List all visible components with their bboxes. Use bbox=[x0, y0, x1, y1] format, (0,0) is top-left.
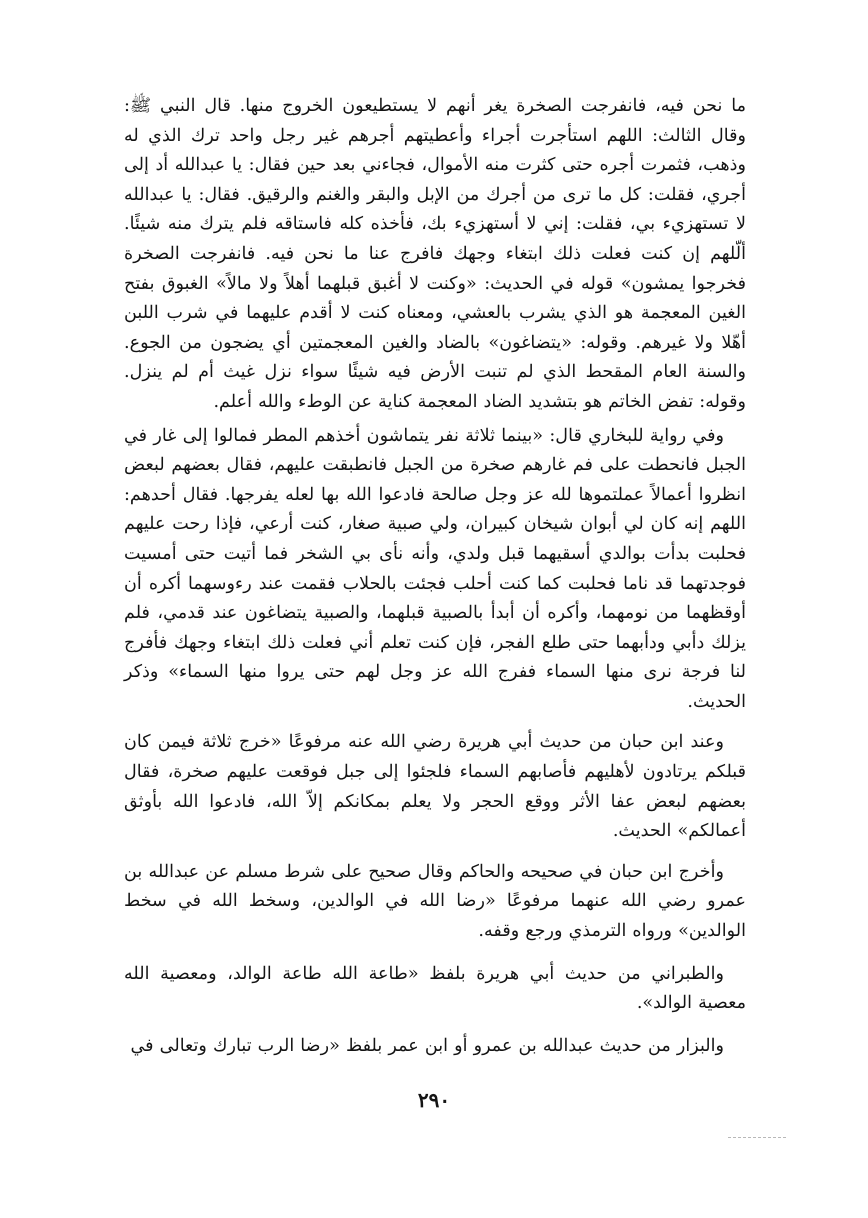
page-body bbox=[124, 92, 746, 1061]
paragraph-bukhari-narration: وفي رواية للبخاري قال: «بينما ثلاثة نفر يتماشون أخذهم المطر فمالوا إلى غار في الجبل فانحطت على فم غارهم صخرة من الجبل فانطبقت عليهم، فقال بعضهم لبعض انظروا أعمالاً عملتموها لله عز وجل صالحة فادعوا الله بها لعله يفرجها. فقال أحدهم: اللهم إنه كان لي أبوان شيخان كبيران، ولي صبية صغار، كنت أرعي، فإذا رحت عليهم فحلبت بدأت بوالدي أسقيهما قبل ولدي، وأنه نأى بي الشخر فما أتيت حتى أمسيت فوجدتهما قد ناما فحلبت كما كنت أحلب فجئت بالحلاب فقمت عند رءوسهما أكره أن أوقظهما من نومهما، وأكره أن أبدأ بالصبية قبلهما، والصبية يتضاغون عند قدمي، فلم يزلك دأبي ودأبهما حتى طلع الفجر، فإن كنت تعلم أني فعلت ذلك ابتغاء وجهك فأفرج لنا فرجة نرى منها السماء ففرج الله عز وجل لهم حتى يروا منها السماء» وذكر الحديث. bbox=[124, 425, 746, 712]
paragraph-tabarani: والطبراني من حديث أبي هريرة بلفظ «طاعة الله طاعة الوالد، ومعصية الله معصية الوالد». bbox=[124, 963, 746, 1014]
page-number: ٢٩٠ bbox=[417, 1088, 451, 1112]
scan-mark-divider bbox=[728, 1137, 786, 1138]
paragraph-ibn-hibban-sahih: وأخرج ابن حبان في صحيحه والحاكم وقال صحيح على شرط مسلم عن عبدالله بن عمرو رضي الله عنهما مرفوعًا «رضا الله في الوالدين، وسخط الله في سخط الوالدين» ورواه الترمذي ورجع وقفه. bbox=[124, 861, 746, 942]
paragraph-bazzar: والبزار من حديث عبدالله بن عمرو أو ابن عمر بلفظ «رضا الرب تبارك وتعالى في bbox=[130, 1035, 724, 1056]
paragraph-hadith-cave-continuation: ما نحن فيه، فانفرجت الصخرة يغر أنهم لا يستطيعون الخروج منها. قال النبي ﷺ: وقال الثالث: اللهم استأجرت أجراء وأعطيتهم أجرهم غير رجل واحد ترك الذي له وذهب، فثمرت أجره حتى كثرت منه الأموال، فجاءني بعد حين فقال: يا عبدالله أد إلى أجري، فقلت: كل ما ترى من أجرك من الإبل والبقر والغنم والرقيق. فقال: يا عبدالله لا تستهزيء بي، فقلت: إني لا أستهزيء بك، فأخذه كله فاستاقه فلم يترك منه شيئًا. ألّلهم إن كنت فعلت ذلك ابتغاء وجهك فافرج عنا ما نحن فيه. فانفرجت الصخرة فخرجوا يمشون» قوله في الحديث: «وكنت لا أغبق قبلهما أهلاً ولا مالاً» الغبوق بفتح الغين المعجمة هو الذي يشرب بالعشي، ومعناه كنت لا أقدم عليهما في شرب اللبن أهّلا ولا غيرهم. وقوله: «يتضاغون» بالضاد والغين المعجمتين أي يضجون من الجوع. والسنة العام المقحط الذي لم تنبت الأرض فيه شيئًا سواء نزل غيث أم لم ينزل. وقوله: تفض الخاتم هو بتشديد الضاد المعجمة كناية عن الوطء والله أعلم. bbox=[124, 96, 746, 412]
paragraph-ibn-hibban-abu-hurayra: وعند ابن حبان من حديث أبي هريرة رضي الله عنه مرفوعًا «خرج ثلاثة فيمن كان قبلكم يرتادون لأهليهم فأصابهم السماء فلجئوا إلى جبل فوقعت عليهم صخرة، فقال بعضهم لبعض عفا الأثر ووقع الحجر ولا يعلم بمكانكم إلاّ الله، فادعوا الله بأوثق أعمالكم» الحديث. bbox=[124, 732, 746, 842]
